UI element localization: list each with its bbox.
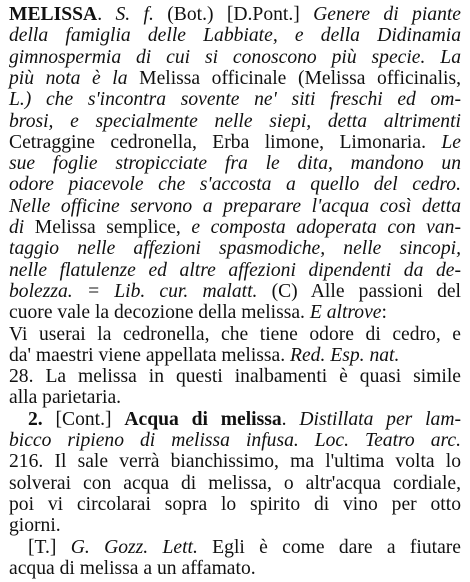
italic-text: adoperata con van- <box>296 217 462 238</box>
italic-text: S. f. <box>115 4 154 25</box>
italic-text: di <box>9 217 35 238</box>
italic-text: più nota è la <box>9 67 140 89</box>
bold-term: 2. <box>28 408 43 430</box>
entry-line <box>9 556 461 582</box>
entry-text: da' maestri viene appellata melissa. <box>9 344 290 366</box>
italic-text: Distillata per lam- <box>299 408 461 430</box>
entry-text: Egli è come dare a fiutare <box>197 536 461 558</box>
entry-text: [T.] <box>28 536 71 558</box>
entry-text: (Bot.) [D.Pont.] <box>153 4 314 25</box>
bold-term: MELISSA <box>9 4 98 25</box>
italic-text: della famiglia delle Labbiate, e della Didinamia <box>9 25 461 47</box>
italic-text: brosi, e specialmente nelle siepi, detta altrimenti <box>9 110 461 132</box>
italic-text: E altrove <box>309 302 382 324</box>
entry-text: : <box>381 302 387 324</box>
entry-text: Melissa semplice, <box>34 217 192 238</box>
italic-text: odore piacevole che s'accosta a quello del cedro. <box>9 174 461 196</box>
entry-text: . <box>97 4 116 25</box>
entry-text: [Cont.] <box>42 408 125 430</box>
entry-text: Melissa officinale (Melissa officinalis, <box>139 67 462 89</box>
italic-text: L.) <box>9 89 46 111</box>
entry-text: 28. La melissa in questi inalbamenti è quasi simile <box>9 366 461 388</box>
entry-text: solverai con acqua di melissa, o altr'acqua cordiale, <box>9 472 461 494</box>
italic-text: bicco ripieno di melissa infusa. Loc. Teatro arc. <box>9 430 461 451</box>
italic-text: e composta <box>191 217 297 238</box>
entry-text: Cetraggine cedronella, Erba limone, Limonaria. <box>9 131 442 153</box>
italic-text: Le <box>441 131 461 153</box>
italic-text: Genere di piante <box>313 4 462 25</box>
italic-text: nelle flatulenze ed altre affezioni dipendenti da de- <box>9 259 461 281</box>
italic-text: gimnospermia di cui si conoscono più specie. La <box>9 46 461 68</box>
entry-text: acqua di melissa a un affamato. <box>9 557 256 579</box>
entry-text: 216. Il sale verrà bianchissimo, ma l'ultima volta lo <box>9 451 461 473</box>
italic-text: che s'incontra sovente ne' siti freschi ed om- <box>45 89 461 111</box>
bold-term: Acqua di melissa <box>124 408 282 430</box>
italic-text: sue foglie stropicciate fra le dita, mandono un <box>9 153 461 175</box>
italic-text: Lib. cur. malatt. <box>114 280 258 302</box>
italic-text: taggio nelle affezioni spasmodiche, nelle sincopi, <box>9 238 461 260</box>
italic-text: Red. Esp. nat. <box>290 344 400 366</box>
entry-text: giorni. <box>9 515 61 537</box>
entry-text: . <box>281 408 300 430</box>
italic-text: G. Gozz. Lett. <box>70 536 198 558</box>
entry-text: (C) Alle passioni del <box>257 280 462 302</box>
italic-text: bolezza. = <box>9 280 115 302</box>
entry-text: Vi userai la cedronella, che tiene odore di cedro, e <box>9 323 461 345</box>
italic-text: Nelle officine servono a preparare l'acqua così detta <box>9 195 461 217</box>
entry-text: poi vi circolarai sopra lo spirito di vino per otto <box>9 493 461 515</box>
entry-text: alla parietaria. <box>9 387 122 409</box>
entry-text: cuore vale la decozione della melissa. <box>9 302 310 324</box>
